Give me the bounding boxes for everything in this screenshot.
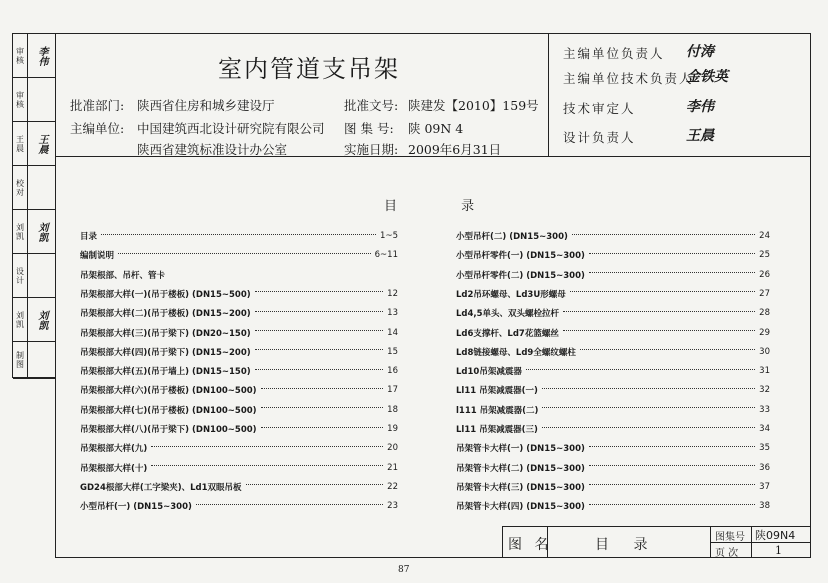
toc-entry-title: Ld8链接螺母、Ld9全螺纹螺柱 [456,347,576,358]
editor-value-1: 中国建筑西北设计研究院有限公司 [137,121,325,136]
toc-entry[interactable] [80,229,398,243]
title-block-page-label: 页 次 [715,548,739,559]
toc-entry[interactable] [456,461,770,475]
side-strip-label: 刘凯 [15,310,25,329]
side-strip-signature: 刘凯 [36,221,47,242]
toc-leader-dots [151,446,383,447]
side-strip-label: 制图 [15,351,25,369]
responsible-signature: 李伟 [686,99,714,115]
page-title: 室内管道支吊架 [218,55,400,83]
toc-entry[interactable] [456,326,770,340]
toc-entry-title: l111 吊架减震器(二) [456,405,539,416]
toc-leader-dots [542,427,755,428]
side-strip-label: 设计 [15,266,25,285]
toc-entry[interactable] [80,461,398,475]
toc-entry[interactable] [80,441,398,455]
side-strip-signature: 王晨 [36,133,47,154]
approval-dept-value: 陕西省住房和城乡建设厅 [137,98,275,113]
toc-entry-page: 25 [759,250,770,261]
toc-right-column [456,229,770,519]
toc-leader-dots [589,504,755,505]
toc-entry-title: 吊架根部大样(九) [80,444,148,455]
side-strip-label: 刘凯 [15,222,25,241]
toc-entry-page: 18 [387,404,398,415]
toc-leader-dots [255,369,384,370]
toc-entry-page: 21 [387,462,398,473]
toc-entry[interactable] [456,383,770,397]
toc-entry[interactable] [80,403,398,417]
toc-entry-page: 14 [387,327,398,338]
toc-entry-page: 24 [759,231,770,241]
toc-leader-dots [246,484,384,485]
side-strip-label: 审核 [15,90,25,109]
toc-leader-dots [572,234,755,235]
toc-entry[interactable] [80,499,398,513]
responsible-signature: 王晨 [686,128,714,144]
toc-entry-page: 26 [759,269,770,280]
side-strip-cell [13,34,55,78]
toc-entry-title: GD24根部大样(工字梁夹)、Ld1双眼吊板 [80,482,242,493]
toc-entry[interactable] [456,229,770,243]
editor-value-2: 陕西省建筑标准设计办公室 [137,142,288,157]
toc-leader-dots [563,330,755,331]
side-strip-signature: 李伟 [36,45,47,66]
toc-entry[interactable] [80,287,398,301]
toc-entry[interactable] [80,345,398,359]
toc-entry-page: 38 [759,501,770,512]
toc-leader-dots [589,272,755,273]
doc-number-label: 批准文号: [344,98,399,113]
toc-entry-title: 小型吊杆零件(二) (DN15~300) [456,270,585,281]
responsible-signature: 付涛 [686,44,714,60]
responsible-role: 设计负责人 [563,130,636,145]
toc-entry-title: 吊架根部大样(四)(吊于梁下) (DN15~200) [80,347,251,358]
toc-entry[interactable] [456,422,770,436]
toc-entry-page: 34 [759,424,770,434]
toc-entry-page: 12 [387,288,398,299]
toc-entry-page: 35 [759,443,770,454]
title-block-page-value: 1 [775,544,782,557]
side-strip-label: 审核 [15,46,25,65]
toc-entry-page: 15 [387,346,398,357]
toc-leader-dots [580,349,755,350]
toc-entry-title: Ld4,5单头、双头螺栓拉杆 [456,309,560,320]
atlas-label: 图 集 号: [344,121,394,136]
effective-date-value: 2009年6月31日 [408,142,502,157]
toc-entry-page: 27 [759,288,770,299]
signature-strip [12,33,55,378]
toc-entry-title: 编制说明 [80,251,115,262]
title-block [502,526,811,558]
toc-entry[interactable] [80,480,398,494]
toc-entry[interactable] [456,441,770,455]
side-strip-cell [13,342,55,379]
toc-entry[interactable] [80,422,398,436]
toc-leader-dots [255,349,384,350]
side-strip-cell [13,298,55,342]
toc-entry-page: 6~11 [374,250,398,261]
toc-entry-title: Ld10吊架减震器 [456,367,522,378]
toc-leader-dots [563,311,755,312]
toc-entry-title: 小型吊杆零件(一) (DN15~300) [456,251,585,262]
responsible-role: 技术审定人 [563,101,636,116]
toc-entry-page: 28 [759,308,770,319]
responsible-role: 主编单位技术负责人 [563,71,694,86]
toc-entry-page: 13 [387,308,398,319]
toc-leader-dots [151,465,383,466]
side-strip-signature: 刘凯 [36,309,47,330]
title-block-atlas-value: 陕09N4 [755,529,796,542]
side-strip-label: 王晨 [15,134,25,153]
side-strip-cell [13,122,55,166]
atlas-value: 陕 09N 4 [408,121,464,136]
title-block-name-value: 目 录 [595,537,658,553]
toc-leader-dots [589,484,755,485]
responsible-signature: 金铁英 [686,69,728,85]
toc-entry[interactable] [456,248,770,262]
approval-dept-label: 批准部门: [70,98,125,113]
toc-entry-title: 吊架根部大样(一)(吊于楼板) (DN15~500) [80,289,251,300]
doc-number-value: 陕建发【2010】159号 [408,98,539,113]
toc-entry[interactable] [456,364,770,378]
toc-entry[interactable] [80,383,398,397]
toc-entry-title: 吊架根部大样(二)(吊于楼板) (DN15~200) [80,309,251,320]
toc-entry-page: 17 [387,385,398,396]
toc-entry-title: 吊架根部大样(六)(吊于楼板) (DN100~500) [80,386,257,397]
toc-entry-title: 吊架管卡大样(二) (DN15~300) [456,463,585,474]
toc-leader-dots [261,388,384,389]
toc-leader-dots [261,407,384,408]
toc-leader-dots [589,446,755,447]
side-strip-cell [13,254,55,298]
toc-entry[interactable] [456,287,770,301]
toc-entry-page: 33 [759,404,770,415]
toc-entry-title: 吊架根部、吊杆、管卡 [80,270,166,281]
toc-entry-title: 吊架管卡大样(四) (DN15~300) [456,502,585,513]
toc-entry[interactable] [80,268,398,282]
toc-entry-title: 吊架管卡大样(一) (DN15~300) [456,444,585,455]
toc-entry-title: 吊架根部大样(十) [80,463,148,474]
toc-entry-title: 吊架根部大样(五)(吊于墙上) (DN15~150) [80,367,251,378]
toc-entry-title: 吊架根部大样(七)(吊于楼板) (DN100~500) [80,405,257,416]
toc-leader-dots [589,253,755,254]
toc-entry[interactable] [80,326,398,340]
toc-entry-page: 20 [387,443,398,454]
toc-left-column [80,229,398,519]
side-strip-cell [13,210,55,254]
title-block-atlas-label: 图集号 [715,532,745,543]
toc-entry-page: 31 [759,366,770,377]
responsible-role: 主编单位负责人 [563,46,665,61]
toc-entry[interactable] [80,248,398,262]
toc-leader-dots [589,465,755,466]
toc-entry-page: 29 [759,327,770,338]
side-strip-cell [13,166,55,210]
toc-entry-title: Ll11 吊架减震器(一) [456,386,538,397]
toc-entry[interactable] [456,268,770,282]
toc-entry-page: 36 [759,462,770,473]
toc-leader-dots [255,311,384,312]
toc-leader-dots [542,388,755,389]
toc-entry[interactable] [456,480,770,494]
toc-entry-page: 32 [759,385,770,396]
toc-entry-title: 小型吊杆(一) (DN15~300) [80,502,192,513]
title-block-name-label: 图 名 [508,537,553,553]
effective-date-label: 实施日期: [344,142,399,157]
toc-entry-title: 小型吊杆(二) (DN15~300) [456,232,568,242]
toc-title: 目 录 [384,199,505,214]
toc-entry[interactable] [456,345,770,359]
toc-entry-page: 1~5 [380,231,398,241]
side-strip-cell [13,78,55,122]
toc-leader-dots [542,407,755,408]
toc-entry[interactable] [456,403,770,417]
toc-entry-title: 吊架管卡大样(三) (DN15~300) [456,482,585,493]
toc-entry[interactable] [456,499,770,513]
toc-entry-page: 30 [759,346,770,357]
toc-leader-dots [570,291,755,292]
toc-leader-dots [196,504,383,505]
toc-leader-dots [101,234,376,235]
side-strip-label: 校对 [15,178,25,197]
header-divider [548,34,549,156]
toc-leader-dots [261,427,384,428]
toc-entry-page: 19 [387,424,398,434]
toc-entry-title: Ll11 吊架减震器(三) [456,425,538,435]
toc-entry-title: 目录 [80,232,98,242]
toc-entry-title: Ld6支撑杆、Ld7花篮螺丝 [456,328,559,339]
toc-entry-page: 23 [387,501,398,512]
toc-leader-dots [255,330,384,331]
toc-leader-dots [526,369,755,370]
toc-entry[interactable] [456,306,770,320]
editor-label: 主编单位: [70,121,125,136]
toc-entry-title: 吊架根部大样(三)(吊于梁下) (DN20~150) [80,328,251,339]
toc-entry-page: 16 [387,366,398,377]
toc-entry[interactable] [80,306,398,320]
toc-leader-dots [255,291,384,292]
toc-entry-title: 吊架根部大样(八)(吊于梁下) (DN100~500) [80,425,257,435]
page-number: 87 [398,565,410,575]
toc-entry-title: Ld2吊环螺母、Ld3U形螺母 [456,289,566,300]
toc-entry-page: 22 [387,481,398,492]
toc-entry-page: 37 [759,481,770,492]
toc-entry[interactable] [80,364,398,378]
toc-leader-dots [118,253,371,254]
